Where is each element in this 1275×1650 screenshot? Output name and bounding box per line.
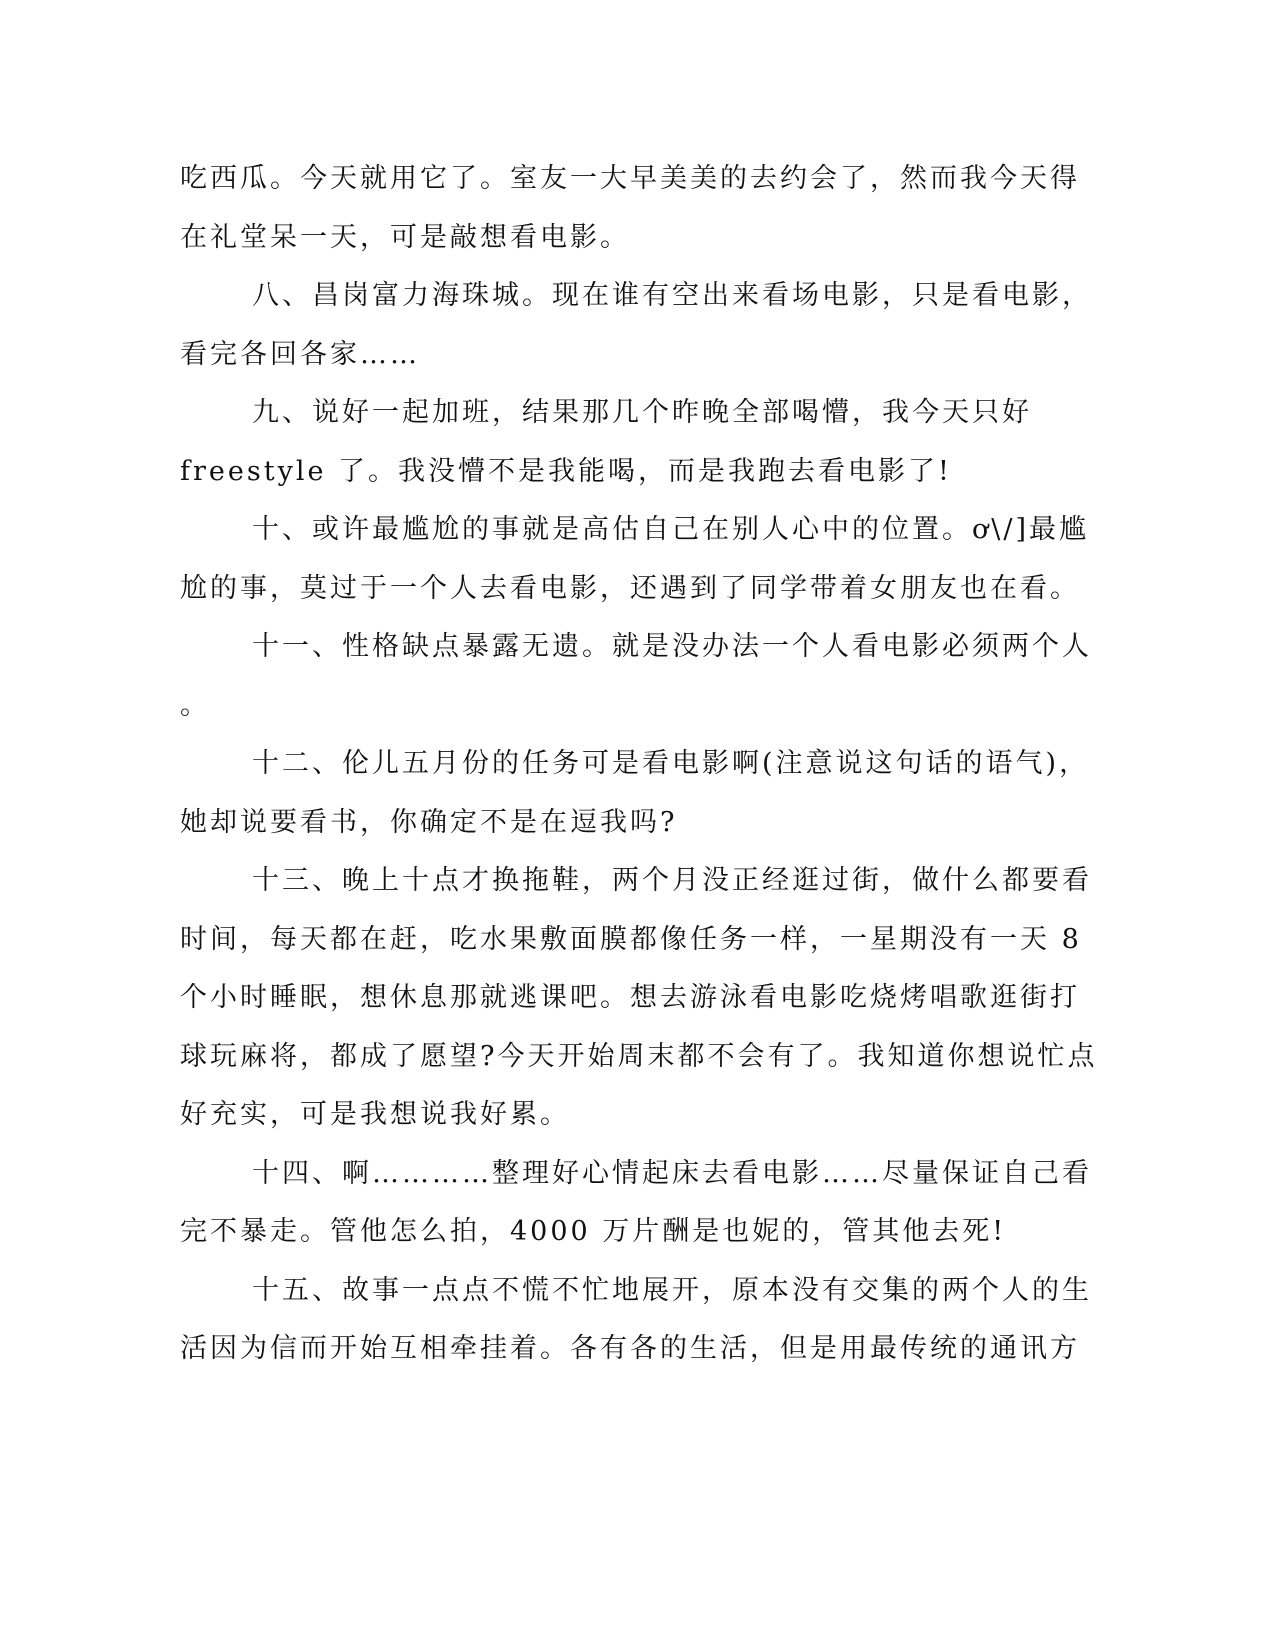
- paragraph: [180, 501, 1089, 618]
- text-line: 在礼堂呆一天，可是敲想看电影。: [180, 221, 630, 253]
- paragraph: [180, 150, 1080, 267]
- text-line: 十三、晚上十点才换拖鞋，两个月没正经逛过街，做什么都要看: [252, 865, 1092, 896]
- text-line: 完不暴走。管他怎么拍，4000 万片酬是也妮的，管其他去死!: [180, 1216, 1007, 1247]
- paragraph: [180, 618, 1092, 735]
- text-line: 好充实，可是我想说我好累。: [180, 1099, 570, 1130]
- paragraph: [180, 1262, 1092, 1379]
- text-line: 时间，每天都在赶，吃水果敷面膜都像任务一样，一星期没有一天 8: [180, 923, 1082, 955]
- text-line: 活因为信而开始互相牵挂着。各有各的生活，但是用最传统的通讯方: [180, 1333, 1080, 1364]
- paragraph: [180, 267, 1092, 384]
- paragraph: [180, 735, 1090, 852]
- text-line: 个小时睡眠，想休息那就逃课吧。想去游泳看电影吃烧烤唱歌逛街打: [180, 982, 1080, 1013]
- text-line: 看完各回各家……: [180, 338, 420, 370]
- text-line: 八、昌岗富力海珠城。现在谁有空出来看场电影，只是看电影，: [252, 280, 1092, 311]
- text-line: 十四、啊…………整理好心情起床去看电影……尽量保证自己看: [252, 1157, 1092, 1189]
- paragraph: [180, 384, 1030, 501]
- text-line: 十一、性格缺点暴露无遗。就是没办法一个人看电影必须两个人: [252, 631, 1092, 662]
- text-line: 十五、故事一点点不慌不忙地展开，原本没有交集的两个人的生: [252, 1274, 1092, 1306]
- paragraph: [180, 852, 1098, 1145]
- text-line: 吃西瓜。今天就用它了。室友一大早美美的去约会了，然而我今天得: [180, 163, 1080, 194]
- text-line: 十、或许最尴尬的事就是高估自己在别人心中的位置。ơ\/]最尴: [252, 514, 1089, 545]
- text-line: freestyle 了。我没懵不是我能喝，而是我跑去看电影了!: [180, 455, 952, 487]
- document-page: [180, 150, 1098, 1430]
- text-line: 。: [180, 689, 210, 721]
- paragraph: [180, 1145, 1092, 1262]
- text-line: 九、说好一起加班，结果那几个昨晚全部喝懵，我今天只好: [252, 397, 1032, 428]
- text-line: 尬的事，莫过于一个人去看电影，还遇到了同学带着女朋友也在看。: [180, 572, 1080, 604]
- text-line: 球玩麻将，都成了愿望?今天开始周末都不会有了。我知道你想说忙点: [180, 1040, 1098, 1072]
- text-line: 十二、伦儿五月份的任务可是看电影啊(注意说这句话的语气)，: [252, 748, 1090, 779]
- text-line: 她却说要看书，你确定不是在逗我吗?: [180, 806, 678, 838]
